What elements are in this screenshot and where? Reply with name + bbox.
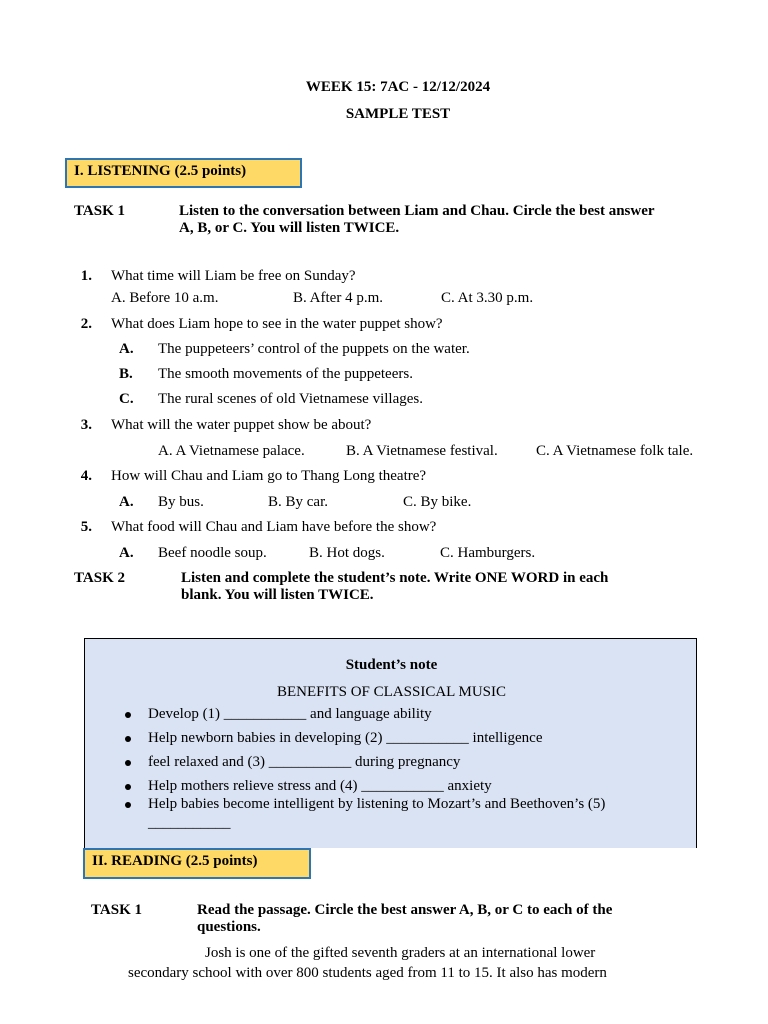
option-letter: B. bbox=[119, 366, 133, 382]
listening-task2-instruction bbox=[181, 570, 701, 604]
students-note-box bbox=[84, 638, 697, 848]
passage-line: secondary school with over 800 students aged from 11 to 15. It also has modern bbox=[128, 965, 607, 981]
option-letter: A. bbox=[119, 494, 134, 510]
answer-option: By bus. bbox=[158, 494, 204, 510]
answer-option: B. By car. bbox=[268, 494, 328, 510]
answer-option: The rural scenes of old Vietnamese villages. bbox=[158, 391, 423, 407]
listening-task2-label: TASK 2 bbox=[74, 570, 125, 586]
question-text: What time will Liam be free on Sunday? bbox=[111, 268, 356, 284]
bullet-icon bbox=[125, 736, 131, 742]
answer-option: Beef noodle soup. bbox=[158, 545, 267, 561]
option-letter: C. bbox=[119, 391, 134, 407]
bullet-icon bbox=[125, 802, 131, 808]
answer-option: C. By bike. bbox=[403, 494, 472, 510]
answer-option: C. At 3.30 p.m. bbox=[441, 290, 534, 306]
passage-line: Josh is one of the gifted seventh graders at an international lower bbox=[205, 945, 596, 961]
bullet-icon bbox=[125, 760, 131, 766]
instruction-line: blank. You will listen TWICE. bbox=[181, 587, 374, 603]
question-number: 1. bbox=[80, 268, 92, 284]
answer-option: B. Hot dogs. bbox=[309, 545, 385, 561]
listening-section-title: I. LISTENING (2.5 points) bbox=[65, 158, 302, 188]
question-text: What does Liam hope to see in the water puppet show? bbox=[111, 316, 443, 332]
bullet-icon bbox=[125, 784, 131, 790]
question-text: What food will Chau and Liam have before the show? bbox=[111, 519, 437, 535]
answer-option: B. A Vietnamese festival. bbox=[346, 443, 498, 459]
answer-option: B. After 4 p.m. bbox=[293, 290, 383, 306]
reading-task1-instruction bbox=[197, 902, 717, 936]
instruction-line: Listen to the conversation between Liam and Chau. Circle the best answer bbox=[179, 203, 655, 219]
instruction-line: questions. bbox=[197, 919, 261, 935]
answer-option: A. A Vietnamese palace. bbox=[158, 443, 305, 459]
question-number: 2. bbox=[80, 316, 92, 332]
note-heading: BENEFITS OF CLASSICAL MUSIC bbox=[276, 684, 507, 700]
test-subtitle: SAMPLE TEST bbox=[345, 106, 451, 122]
question-text: How will Chau and Liam go to Thang Long theatre? bbox=[111, 468, 427, 484]
instruction-line: Read the passage. Circle the best answer A, B, or C to each of the bbox=[197, 902, 613, 918]
note-bullet-item: feel relaxed and (3) ___________ during pregnancy bbox=[148, 754, 461, 770]
listening-task1-instruction bbox=[179, 203, 739, 237]
note-bullet-item: Help babies become intelligent by listening to Mozart’s and Beethoven’s (5) bbox=[148, 796, 606, 812]
question-number: 4. bbox=[80, 468, 92, 484]
instruction-line: A, B, or C. You will listen TWICE. bbox=[179, 220, 400, 236]
note-bullet-item: Help newborn babies in developing (2) ___________ intelligence bbox=[148, 730, 543, 746]
instruction-line: Listen and complete the student’s note. Write ONE WORD in each bbox=[181, 570, 609, 586]
listening-task1-label: TASK 1 bbox=[74, 203, 125, 219]
note-bullet-continuation: ___________ bbox=[148, 815, 231, 831]
question-number: 5. bbox=[80, 519, 92, 535]
answer-option: The puppeteers’ control of the puppets on the water. bbox=[158, 341, 470, 357]
reading-task1-label: TASK 1 bbox=[91, 902, 142, 918]
question-text: What will the water puppet show be about? bbox=[111, 417, 372, 433]
note-title: Student’s note bbox=[345, 657, 438, 673]
note-bullet-item: Help mothers relieve stress and (4) ___________ anxiety bbox=[148, 778, 492, 794]
reading-section-title: II. READING (2.5 points) bbox=[83, 848, 311, 879]
option-letter: A. bbox=[119, 341, 134, 357]
question-number: 3. bbox=[80, 417, 92, 433]
answer-option: C. Hamburgers. bbox=[440, 545, 536, 561]
answer-option: A. Before 10 a.m. bbox=[111, 290, 219, 306]
answer-option: The smooth movements of the puppeteers. bbox=[158, 366, 413, 382]
note-bullet-item: Develop (1) ___________ and language ability bbox=[148, 706, 432, 722]
test-week-title: WEEK 15: 7AC - 12/12/2024 bbox=[305, 79, 491, 95]
answer-option: C. A Vietnamese folk tale. bbox=[536, 443, 694, 459]
bullet-icon bbox=[125, 712, 131, 718]
option-letter: A. bbox=[119, 545, 134, 561]
